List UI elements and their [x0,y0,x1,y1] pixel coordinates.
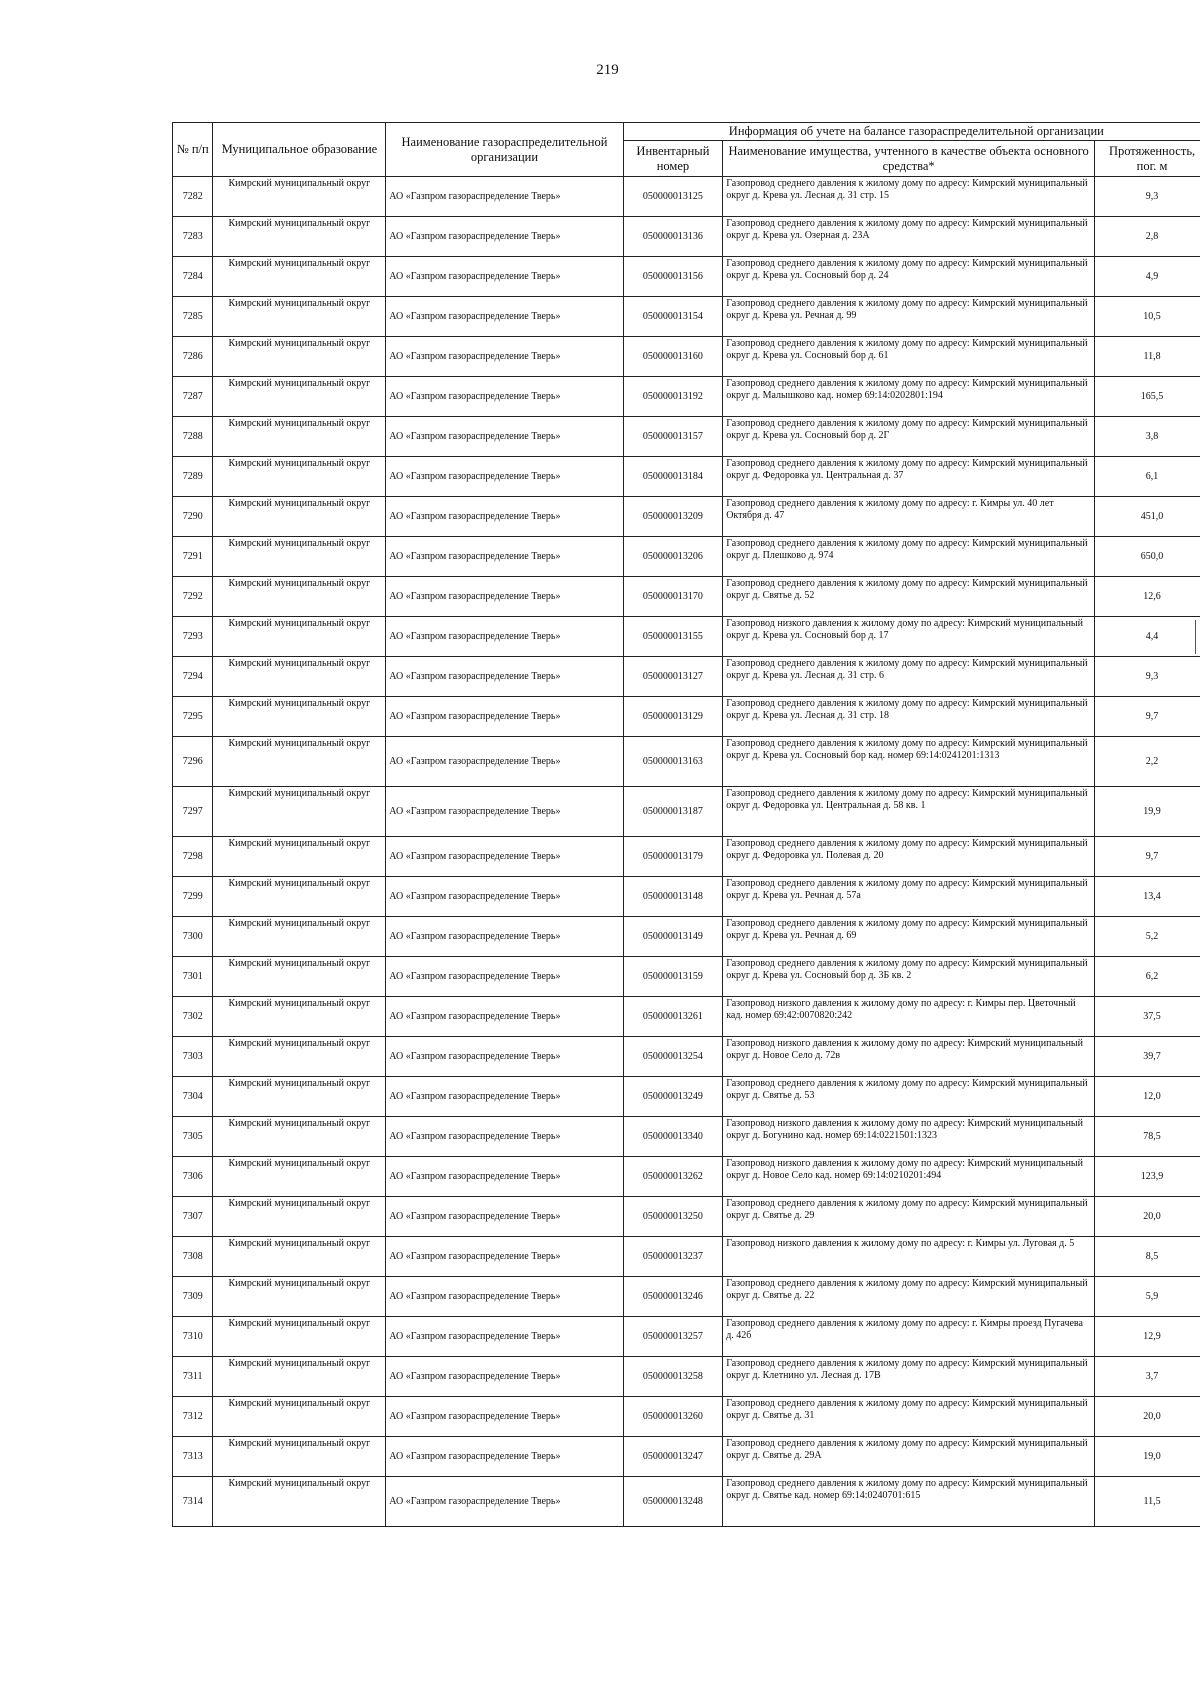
table-row [173,917,1200,957]
organization-cell: АО «Газпром газораспределение Тверь» [386,457,623,497]
inventory-number-cell: 050000013127 [623,657,723,697]
property-name-cell: Газопровод среднего давления к жилому дому по адресу: Кимрский муниципальный округ д. Федоровка ул. Полевая д. 20 [723,837,1095,877]
organization-cell: АО «Газпром газораспределение Тверь» [386,377,623,417]
inventory-number-cell: 050000013125 [623,177,723,217]
inventory-number-cell: 050000013237 [623,1237,723,1277]
length-cell: 2,8 [1095,217,1200,257]
property-name-cell: Газопровод низкого давления к жилому дому по адресу: Кимрский муниципальный округ д. Новое Село д. 72в [723,1037,1095,1077]
inventory-number-cell: 050000013248 [623,1477,723,1527]
row-number: 7288 [173,417,213,457]
table-row [173,1437,1200,1477]
table-row [173,737,1200,787]
municipality-cell: Кимрский муниципальный округ [213,787,386,837]
organization-cell: АО «Газпром газораспределение Тверь» [386,1197,623,1237]
property-name-cell: Газопровод низкого давления к жилому дому по адресу: г. Кимры пер. Цветочный кад. номер 69:42:0070820:242 [723,997,1095,1037]
length-cell: 12,0 [1095,1077,1200,1117]
row-number: 7303 [173,1037,213,1077]
organization-cell: АО «Газпром газораспределение Тверь» [386,297,623,337]
property-name-cell: Газопровод среднего давления к жилому дому по адресу: Кимрский муниципальный округ д. Крева ул. Сосновый бор д. 24 [723,257,1095,297]
municipality-cell: Кимрский муниципальный округ [213,617,386,657]
municipality-cell: Кимрский муниципальный округ [213,297,386,337]
length-cell: 6,1 [1095,457,1200,497]
header-num: № п/п [173,123,213,177]
organization-cell: АО «Газпром газораспределение Тверь» [386,877,623,917]
property-name-cell: Газопровод среднего давления к жилому дому по адресу: Кимрский муниципальный округ д. Святье д. 29 [723,1197,1095,1237]
length-cell: 3,7 [1095,1357,1200,1397]
row-number: 7296 [173,737,213,787]
length-cell: 11,5 [1095,1477,1200,1527]
inventory-number-cell: 050000013129 [623,697,723,737]
organization-cell: АО «Газпром газораспределение Тверь» [386,737,623,787]
organization-cell: АО «Газпром газораспределение Тверь» [386,497,623,537]
property-name-cell: Газопровод среднего давления к жилому дому по адресу: Кимрский муниципальный округ д. Крева ул. Озерная д. 23А [723,217,1095,257]
row-number: 7285 [173,297,213,337]
municipality-cell: Кимрский муниципальный округ [213,697,386,737]
inventory-number-cell: 050000013209 [623,497,723,537]
municipality-cell: Кимрский муниципальный округ [213,497,386,537]
table-row [173,997,1200,1037]
table-row [173,577,1200,617]
municipality-cell: Кимрский муниципальный округ [213,1357,386,1397]
scan-edge-mark [1195,620,1196,654]
organization-cell: АО «Газпром газораспределение Тверь» [386,617,623,657]
organization-cell: АО «Газпром газораспределение Тверь» [386,957,623,997]
municipality-cell: Кимрский муниципальный округ [213,657,386,697]
row-number: 7309 [173,1277,213,1317]
row-number: 7287 [173,377,213,417]
length-cell: 13,4 [1095,877,1200,917]
municipality-cell: Кимрский муниципальный округ [213,457,386,497]
table-row [173,1117,1200,1157]
property-name-cell: Газопровод низкого давления к жилому дому по адресу: Кимрский муниципальный округ д. Крева ул. Сосновый бор д. 17 [723,617,1095,657]
length-cell: 4,4 [1095,617,1200,657]
row-number: 7282 [173,177,213,217]
organization-cell: АО «Газпром газораспределение Тверь» [386,1077,623,1117]
page-number: 219 [596,62,619,78]
property-name-cell: Газопровод среднего давления к жилому дому по адресу: Кимрский муниципальный округ д. Крева ул. Сосновый бор д. 2Г [723,417,1095,457]
table-row [173,1357,1200,1397]
table-row [173,1157,1200,1197]
table-row [173,1077,1200,1117]
property-name-cell: Газопровод среднего давления к жилому дому по адресу: Кимрский муниципальный округ д. Крева ул. Лесная д. 31 стр. 15 [723,177,1095,217]
length-cell: 6,2 [1095,957,1200,997]
property-name-cell: Газопровод среднего давления к жилому дому по адресу: Кимрский муниципальный округ д. Крева ул. Лесная д. 31 стр. 18 [723,697,1095,737]
row-number: 7300 [173,917,213,957]
table-row [173,1237,1200,1277]
property-name-cell: Газопровод среднего давления к жилому дому по адресу: Кимрский муниципальный округ д. Святье д. 52 [723,577,1095,617]
municipality-cell: Кимрский муниципальный округ [213,417,386,457]
inventory-number-cell: 050000013206 [623,537,723,577]
organization-cell: АО «Газпром газораспределение Тверь» [386,417,623,457]
inventory-number-cell: 050000013163 [623,737,723,787]
organization-cell: АО «Газпром газораспределение Тверь» [386,1117,623,1157]
inventory-number-cell: 050000013261 [623,997,723,1037]
municipality-cell: Кимрский муниципальный округ [213,177,386,217]
property-name-cell: Газопровод среднего давления к жилому дому по адресу: Кимрский муниципальный округ д. Святье кад. номер 69:14:0240701:615 [723,1477,1095,1527]
inventory-number-cell: 050000013184 [623,457,723,497]
inventory-number-cell: 050000013250 [623,1197,723,1237]
length-cell: 9,7 [1095,697,1200,737]
inventory-number-cell: 050000013254 [623,1037,723,1077]
municipality-cell: Кимрский муниципальный округ [213,737,386,787]
inventory-number-cell: 050000013258 [623,1357,723,1397]
municipality-cell: Кимрский муниципальный округ [213,577,386,617]
table-row [173,1477,1200,1527]
header-municipality: Муниципальное образование [213,123,386,177]
property-name-cell: Газопровод среднего давления к жилому дому по адресу: Кимрский муниципальный округ д. Плешково д. 974 [723,537,1095,577]
table-body [173,177,1200,1527]
inventory-number-cell: 050000013159 [623,957,723,997]
property-name-cell: Газопровод среднего давления к жилому дому по адресу: Кимрский муниципальный округ д. Крева ул. Сосновый бор д. 3Б кв. 2 [723,957,1095,997]
organization-cell: АО «Газпром газораспределение Тверь» [386,537,623,577]
row-number: 7291 [173,537,213,577]
organization-cell: АО «Газпром газораспределение Тверь» [386,217,623,257]
municipality-cell: Кимрский муниципальный округ [213,377,386,417]
organization-cell: АО «Газпром газораспределение Тверь» [386,1397,623,1437]
row-number: 7313 [173,1437,213,1477]
property-name-cell: Газопровод среднего давления к жилому дому по адресу: Кимрский муниципальный округ д. Крева ул. Речная д. 69 [723,917,1095,957]
length-cell: 78,5 [1095,1117,1200,1157]
property-name-cell: Газопровод среднего давления к жилому дому по адресу: Кимрский муниципальный округ д. Малышково кад. номер 69:14:0202801:194 [723,377,1095,417]
row-number: 7294 [173,657,213,697]
table-row [173,697,1200,737]
organization-cell: АО «Газпром газораспределение Тверь» [386,257,623,297]
municipality-cell: Кимрский муниципальный округ [213,1397,386,1437]
row-number: 7310 [173,1317,213,1357]
inventory-number-cell: 050000013157 [623,417,723,457]
municipality-cell: Кимрский муниципальный округ [213,1237,386,1277]
municipality-cell: Кимрский муниципальный округ [213,837,386,877]
table-row [173,1397,1200,1437]
municipality-cell: Кимрский муниципальный округ [213,917,386,957]
length-cell: 451,0 [1095,497,1200,537]
inventory-number-cell: 050000013246 [623,1277,723,1317]
inventory-number-cell: 050000013340 [623,1117,723,1157]
table-row [173,217,1200,257]
row-number: 7284 [173,257,213,297]
property-name-cell: Газопровод среднего давления к жилому дому по адресу: Кимрский муниципальный округ д. Святье д. 31 [723,1397,1095,1437]
length-cell: 11,8 [1095,337,1200,377]
inventory-number-cell: 050000013247 [623,1437,723,1477]
municipality-cell: Кимрский муниципальный округ [213,1157,386,1197]
organization-cell: АО «Газпром газораспределение Тверь» [386,1477,623,1527]
inventory-number-cell: 050000013179 [623,837,723,877]
table-row [173,787,1200,837]
table-row [173,337,1200,377]
organization-cell: АО «Газпром газораспределение Тверь» [386,337,623,377]
organization-cell: АО «Газпром газораспределение Тверь» [386,1237,623,1277]
municipality-cell: Кимрский муниципальный округ [213,1437,386,1477]
row-number: 7297 [173,787,213,837]
table-row [173,1317,1200,1357]
organization-cell: АО «Газпром газораспределение Тверь» [386,1357,623,1397]
inventory-number-cell: 050000013160 [623,337,723,377]
row-number: 7295 [173,697,213,737]
row-number: 7298 [173,837,213,877]
inventory-number-cell: 050000013187 [623,787,723,837]
length-cell: 37,5 [1095,997,1200,1037]
municipality-cell: Кимрский муниципальный округ [213,1277,386,1317]
table-row [173,257,1200,297]
length-cell: 3,8 [1095,417,1200,457]
municipality-cell: Кимрский муниципальный округ [213,1117,386,1157]
table-row [173,537,1200,577]
organization-cell: АО «Газпром газораспределение Тверь» [386,177,623,217]
property-name-cell: Газопровод среднего давления к жилому дому по адресу: Кимрский муниципальный округ д. Федоровка ул. Центральная д. 37 [723,457,1095,497]
property-name-cell: Газопровод среднего давления к жилому дому по адресу: Кимрский муниципальный округ д. Святье д. 53 [723,1077,1095,1117]
row-number: 7307 [173,1197,213,1237]
header-length: Протяженность, пог. м [1095,141,1200,177]
table-row [173,837,1200,877]
property-name-cell: Газопровод среднего давления к жилому дому по адресу: Кимрский муниципальный округ д. Крева ул. Речная д. 57а [723,877,1095,917]
length-cell: 5,9 [1095,1277,1200,1317]
inventory-number-cell: 050000013154 [623,297,723,337]
length-cell: 165,5 [1095,377,1200,417]
length-cell: 10,5 [1095,297,1200,337]
municipality-cell: Кимрский муниципальный округ [213,1317,386,1357]
inventory-number-cell: 050000013155 [623,617,723,657]
row-number: 7306 [173,1157,213,1197]
organization-cell: АО «Газпром газораспределение Тверь» [386,1277,623,1317]
inventory-number-cell: 050000013192 [623,377,723,417]
organization-cell: АО «Газпром газораспределение Тверь» [386,1157,623,1197]
property-name-cell: Газопровод низкого давления к жилому дому по адресу: Кимрский муниципальный округ д. Богунино кад. номер 69:14:0221501:1323 [723,1117,1095,1157]
table-row [173,457,1200,497]
table-header [173,123,1200,177]
length-cell: 20,0 [1095,1197,1200,1237]
organization-cell: АО «Газпром газораспределение Тверь» [386,577,623,617]
row-number: 7301 [173,957,213,997]
organization-cell: АО «Газпром газораспределение Тверь» [386,837,623,877]
inventory-number-cell: 050000013148 [623,877,723,917]
property-name-cell: Газопровод среднего давления к жилому дому по адресу: Кимрский муниципальный округ д. Крева ул. Речная д. 99 [723,297,1095,337]
municipality-cell: Кимрский муниципальный округ [213,257,386,297]
property-name-cell: Газопровод среднего давления к жилому дому по адресу: Кимрский муниципальный округ д. Святье д. 22 [723,1277,1095,1317]
length-cell: 12,9 [1095,1317,1200,1357]
length-cell: 8,5 [1095,1237,1200,1277]
table-row [173,617,1200,657]
inventory-number-cell: 050000013170 [623,577,723,617]
municipality-cell: Кимрский муниципальный округ [213,1037,386,1077]
inventory-number-cell: 050000013249 [623,1077,723,1117]
municipality-cell: Кимрский муниципальный округ [213,217,386,257]
organization-cell: АО «Газпром газораспределение Тверь» [386,1437,623,1477]
header-group-title: Информация об учете на балансе газораспределительной организации [623,123,1200,141]
municipality-cell: Кимрский муниципальный округ [213,997,386,1037]
municipality-cell: Кимрский муниципальный округ [213,337,386,377]
length-cell: 650,0 [1095,537,1200,577]
organization-cell: АО «Газпром газораспределение Тверь» [386,1037,623,1077]
length-cell: 9,3 [1095,657,1200,697]
row-number: 7304 [173,1077,213,1117]
property-name-cell: Газопровод низкого давления к жилому дому по адресу: г. Кимры ул. Луговая д. 5 [723,1237,1095,1277]
header-org: Наименование газораспределительной организации [386,123,623,177]
length-cell: 19,0 [1095,1437,1200,1477]
row-number: 7283 [173,217,213,257]
header-inventory: Инвентарный номер [623,141,723,177]
table-row [173,1197,1200,1237]
property-name-cell: Газопровод среднего давления к жилому дому по адресу: Кимрский муниципальный округ д. Крева ул. Сосновый бор д. 61 [723,337,1095,377]
header-property-name: Наименование имущества, учтенного в качестве объекта основного средства* [723,141,1095,177]
table-row [173,177,1200,217]
property-name-cell: Газопровод среднего давления к жилому дому по адресу: г. Кимры проезд Пугачева д. 42б [723,1317,1095,1357]
length-cell: 4,9 [1095,257,1200,297]
length-cell: 5,2 [1095,917,1200,957]
row-number: 7308 [173,1237,213,1277]
organization-cell: АО «Газпром газораспределение Тверь» [386,917,623,957]
length-cell: 9,7 [1095,837,1200,877]
row-number: 7311 [173,1357,213,1397]
row-number: 7302 [173,997,213,1037]
length-cell: 20,0 [1095,1397,1200,1437]
organization-cell: АО «Газпром газораспределение Тверь» [386,787,623,837]
inventory-number-cell: 050000013136 [623,217,723,257]
row-number: 7290 [173,497,213,537]
table-row [173,497,1200,537]
property-name-cell: Газопровод низкого давления к жилому дому по адресу: Кимрский муниципальный округ д. Новое Село кад. номер 69:14:0210201:494 [723,1157,1095,1197]
municipality-cell: Кимрский муниципальный округ [213,877,386,917]
table-row [173,377,1200,417]
row-number: 7305 [173,1117,213,1157]
length-cell: 2,2 [1095,737,1200,787]
row-number: 7293 [173,617,213,657]
inventory-number-cell: 050000013257 [623,1317,723,1357]
table-row [173,877,1200,917]
organization-cell: АО «Газпром газораспределение Тверь» [386,657,623,697]
property-name-cell: Газопровод среднего давления к жилому дому по адресу: Кимрский муниципальный округ д. Крева ул. Сосновый бор кад. номер 69:14:0241201:1313 [723,737,1095,787]
row-number: 7312 [173,1397,213,1437]
organization-cell: АО «Газпром газораспределение Тверь» [386,1317,623,1357]
municipality-cell: Кимрский муниципальный округ [213,1077,386,1117]
municipality-cell: Кимрский муниципальный округ [213,537,386,577]
row-number: 7292 [173,577,213,617]
inventory-number-cell: 050000013156 [623,257,723,297]
table-row [173,417,1200,457]
municipality-cell: Кимрский муниципальный округ [213,1477,386,1527]
length-cell: 9,3 [1095,177,1200,217]
inventory-number-cell: 050000013262 [623,1157,723,1197]
property-name-cell: Газопровод среднего давления к жилому дому по адресу: Кимрский муниципальный округ д. Святье д. 29А [723,1437,1095,1477]
table-row [173,1037,1200,1077]
property-name-cell: Газопровод среднего давления к жилому дому по адресу: Кимрский муниципальный округ д. Клетнино ул. Лесная д. 17В [723,1357,1095,1397]
row-number: 7314 [173,1477,213,1527]
table-row [173,297,1200,337]
row-number: 7289 [173,457,213,497]
row-number: 7286 [173,337,213,377]
table-row [173,657,1200,697]
municipality-cell: Кимрский муниципальный округ [213,1197,386,1237]
length-cell: 19,9 [1095,787,1200,837]
row-number: 7299 [173,877,213,917]
property-name-cell: Газопровод среднего давления к жилому дому по адресу: Кимрский муниципальный округ д. Крева ул. Лесная д. 31 стр. 6 [723,657,1095,697]
table-row [173,957,1200,997]
property-table [172,122,1200,1527]
organization-cell: АО «Газпром газораспределение Тверь» [386,997,623,1037]
organization-cell: АО «Газпром газораспределение Тверь» [386,697,623,737]
inventory-number-cell: 050000013260 [623,1397,723,1437]
length-cell: 12,6 [1095,577,1200,617]
municipality-cell: Кимрский муниципальный округ [213,957,386,997]
property-name-cell: Газопровод среднего давления к жилому дому по адресу: Кимрский муниципальный округ д. Федоровка ул. Центральная д. 58 кв. 1 [723,787,1095,837]
property-name-cell: Газопровод среднего давления к жилому дому по адресу: г. Кимры ул. 40 лет Октября д. 47 [723,497,1095,537]
length-cell: 123,9 [1095,1157,1200,1197]
inventory-number-cell: 050000013149 [623,917,723,957]
table-row [173,1277,1200,1317]
length-cell: 39,7 [1095,1037,1200,1077]
